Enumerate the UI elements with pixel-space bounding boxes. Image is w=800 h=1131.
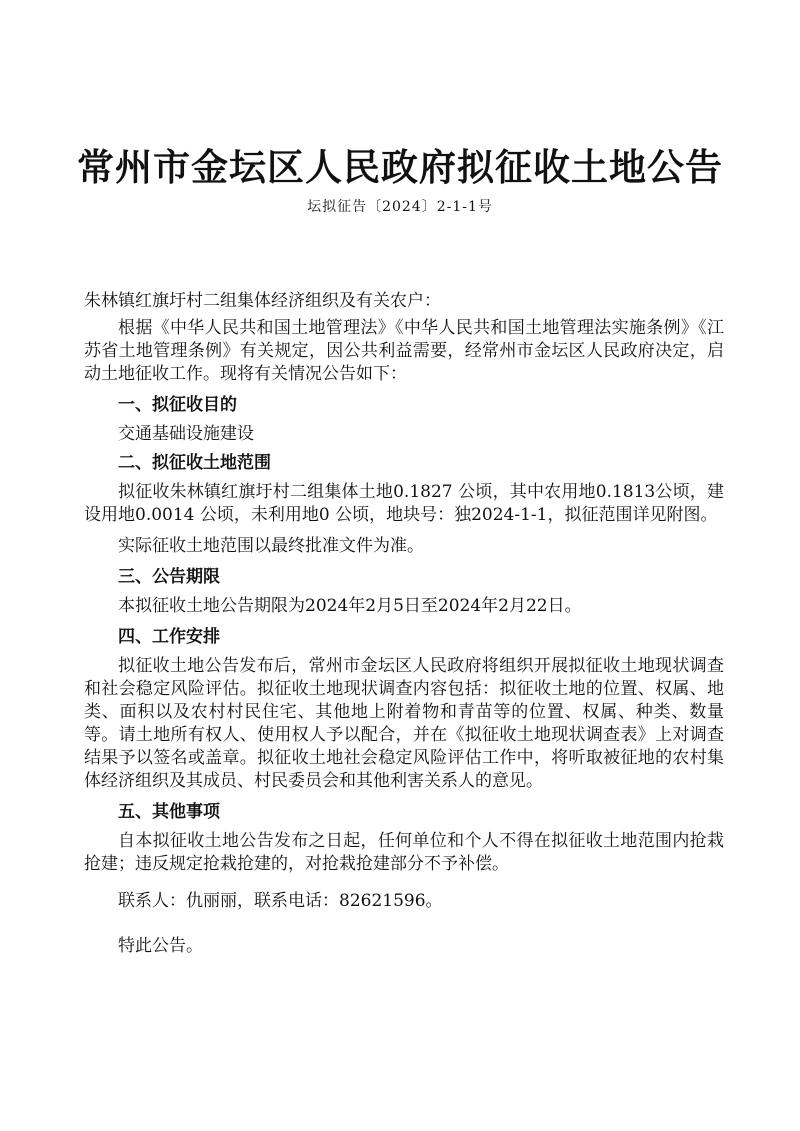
document-title: 常州市金坛区人民政府拟征收土地公告	[77, 145, 723, 189]
section1-text: 交通基础设施建设	[118, 424, 254, 444]
section4-text: 拟征收土地公告发布后，常州市金坛区人民政府将组织开展拟征收土地现状调查和社会稳定风险评估。拟征收土地现状调查内容包括：拟征收土地的位置、权属、地类、面积以及农村村民住宅、其他地上附着物和青苗等的位置、权属、种类、数量等。请土地所有权人、使用权人予以配合，并在《拟征收土地现状调查表》上对调查结果予以签名或盖章。拟征收土地社会稳定风险评估工作中，将听取被征地的农村集体经济组织及其成员、村民委员会和其他利害关系人的意见。	[84, 656, 724, 791]
document-number: 坛拟征告〔2024〕2-1-1号	[307, 199, 493, 215]
section2-text: 拟征收朱林镇红旗圩村二组集体土地0.1827 公顷，其中农用地0.1813公顷，建设用地0.0014 公顷，未利用地0 公顷，地块号：独2024-1-1，拟征范围详见附图。	[84, 482, 724, 525]
section4-heading: 四、工作安排	[118, 627, 220, 647]
section2-heading: 二、拟征收土地范围	[118, 453, 271, 473]
contact-info: 联系人：仇丽丽，联系电话：82621596。	[118, 891, 443, 911]
document-body	[84, 290, 724, 958]
section5-heading: 五、其他事项	[118, 802, 220, 822]
section3-text: 本拟征收土地公告期限为2024年2月5日至2024年2月22日。	[118, 596, 582, 616]
section2-note: 实际征收土地范围以最终批准文件为准。	[118, 536, 424, 556]
intro-paragraph: 根据《中华人民共和国土地管理法》《中华人民共和国土地管理法实施条例》《江苏省土地管理条例》有关规定，因公共利益需要，经常州市金坛区人民政府决定，启动土地征收工作。现将有关情况公告如下：	[84, 318, 724, 384]
section1-heading: 一、拟征收目的	[118, 395, 237, 415]
closing-text: 特此公告。	[118, 936, 203, 956]
section3-heading: 三、公告期限	[118, 567, 220, 587]
addressee: 朱林镇红旗圩村二组集体经济组织及有关农户：	[84, 291, 441, 311]
section5-text: 自本拟征收土地公告发布之日起，任何单位和个人不得在拟征收土地范围内抢栽抢建；违反规定抢栽抢建的，对抢栽抢建部分不予补偿。	[84, 831, 724, 874]
